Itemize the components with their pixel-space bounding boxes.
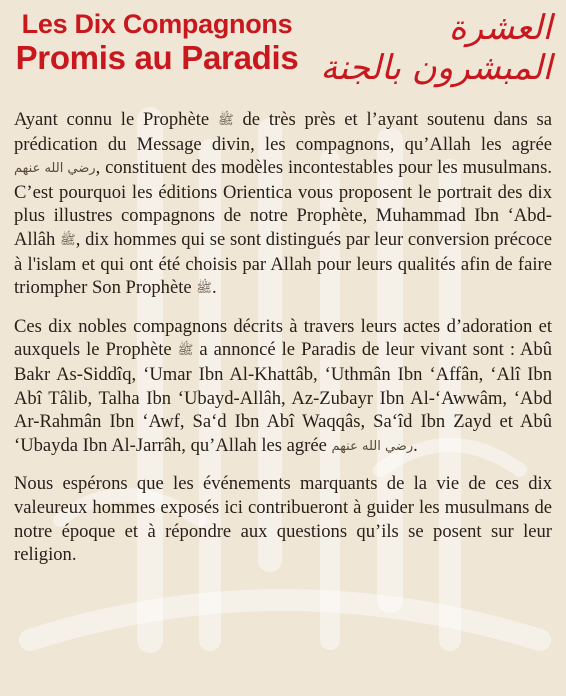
salutation-icon: ﷺ xyxy=(177,343,194,359)
page-title xyxy=(12,10,302,76)
body-text xyxy=(14,108,552,581)
salutation-icon: ﷺ xyxy=(196,281,213,297)
radiallahu-icon: رضي الله عنهم xyxy=(14,161,96,177)
header xyxy=(0,0,566,100)
radiallahu-icon: رضي الله عنهم xyxy=(331,438,414,454)
salutation-icon: ﷺ xyxy=(217,113,234,128)
salutation-icon: ﷺ xyxy=(60,232,76,248)
paragraph-intro: Ayant connu le Prophète ﷺ de très près et l’ayant soutenu dans sa prédication du Message divin, les compagnons, qu’Allah les agrée رضي الله عنهم, constituent des modèles incontestables pour les musulmans. C’est pourquoi les éditions Orientica vous proposent le portrait des dix plus illustres compagnons de notre Prophète, Muhammad Ibn ‘Abd-Allâh ﷺ, dix hommes qui se sont distingués par leur conversion précoce à l'islam et qui ont été choisis par Allah pour leurs qualités afin de faire triompher Son Prophète ﷺ. xyxy=(14,108,552,301)
paragraph-closing: Nous espérons que les événements marquants de la vie de ces dix valeureux hommes exposés ici contribueront à guider les musulmans de notre époque et à répondre aux questions qu’ils se posent sur leur religion. xyxy=(14,473,552,566)
title-line-2: Promis au Paradis xyxy=(15,39,299,77)
arabic-calligraphy-title: العشرة المبشرون بالجنة xyxy=(320,8,552,88)
title-line-1: Les Dix Compagnons xyxy=(21,9,293,39)
paragraph-companions: Ces dix nobles compagnons décrits à travers leurs actes d’adoration et auxquels le Prophète ﷺ a annoncé le Paradis de leur vivant sont : Abû Bakr As-Siddîq, ‘Umar Ibn Al-Khattâb, ‘Uthmân Ibn ‘Affân, ‘Alî Ibn Abî Tâlib, Talha Ibn ‘Ubayd-Allâh, Az-Zubayr Ibn Al-‘Awwâm, ‘Abd Ar-Rahmân Ibn ‘Awf, Sa‘d Ibn Abî Waqqâs, Sa‘îd Ibn Zayd et Abû ‘Ubayda Ibn Al-Jarrâh, qu’Allah les agrée رضي الله عنهم. xyxy=(14,315,552,459)
